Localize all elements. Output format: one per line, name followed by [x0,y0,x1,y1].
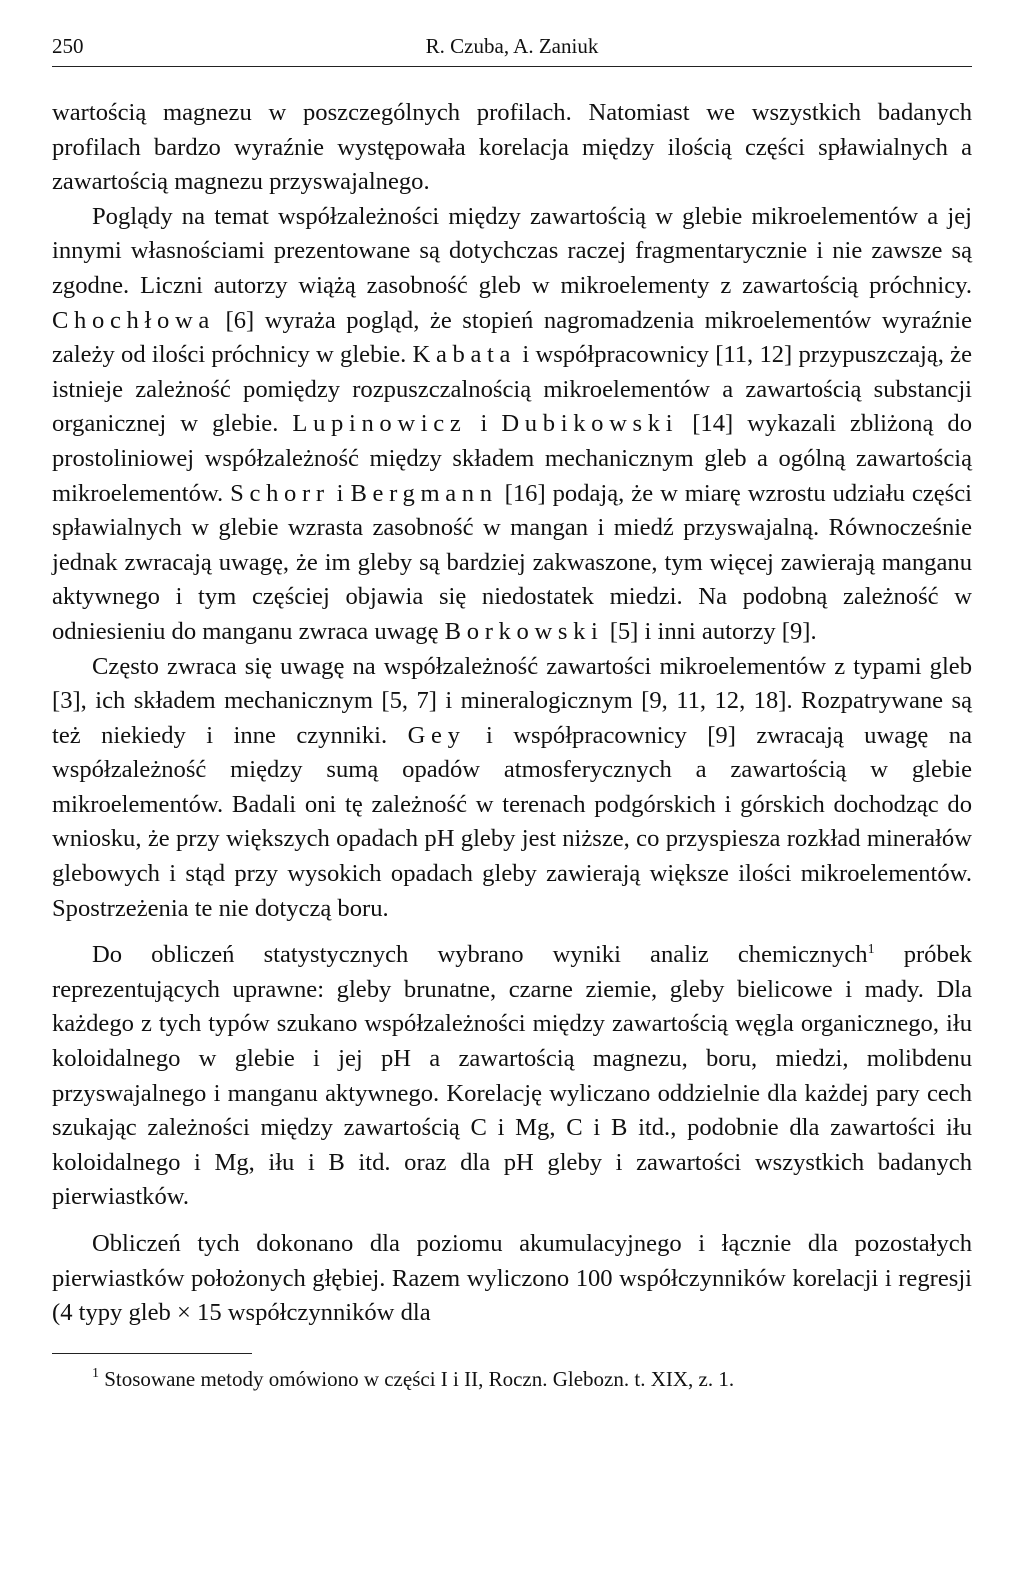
text-segment: Często zwraca się uwagę na współzależność zawartości mikroelementów z typami gleb [3], ich składem mechanicznym [5, 7] i mineralogicznym [9, 11, 12, 18]. Rozpatrywane są też niekiedy i inne czynniki. [52,652,972,749]
text-segment: [14] wykazali zbliżoną do prostoliniowej współzależność między składem mechanicznym gleb a ogólną zawartością mikroelementów. [52,410,972,507]
paragraph-gap [52,1215,972,1227]
footnote-reference: 1 [867,942,875,958]
running-head: R. Czuba, A. Zaniuk [425,34,599,58]
header-rule [52,66,972,67]
author-name: Chochłowa [52,306,215,334]
text-segment: i [466,410,502,438]
footnote-rule [52,1353,252,1354]
author-name: Bergmann [350,479,498,507]
paragraph-2 [52,200,972,650]
text-segment: [5] i inni autorzy [9]. [603,617,817,645]
paragraph-4 [52,938,972,1215]
footnote-mark: 1 [92,1366,99,1381]
footnote [92,1367,734,1392]
text-segment: i współpracownicy [11, 12] przypuszczają, że istnieje zależność pomiędzy rozpuszczalnością mikroelementów a zawartością substancji organicznej w glebie. [52,341,973,438]
text-segment: [6] wyraża pogląd, że stopień nagromadzenia mikroelementów wyraźnie zależy od ilości próchnicy w glebie. [52,306,972,369]
author-name: Borkowski [444,617,604,645]
page-header [52,30,972,64]
text-segment: Do obliczeń statystycznych wybrano wyniki analiz chemicznych [92,941,868,969]
text-segment: Poglądy na temat współzależności między zawartością w glebie mikroelementów a jej innymi własnościami prezentowane są dotychczas raczej fragmentarycznie i nie zawsze są zgodne. Liczni autorzy wiążą zasobność gleb w mikroelementy z zawartością próchnicy. [52,202,972,299]
paragraph-gap [52,926,972,938]
paragraph-1: wartością magnezu w poszczególnych profilach. Natomiast we wszystkich badanych profilach bardzo wyraźnie występowała korelacja między ilością części spławialnych a zawartością magnezu przyswajalnego. [52,99,972,196]
author-name: Lupinowicz [292,410,467,438]
author-name: Kabata [412,341,517,369]
page-number: 250 [52,34,84,58]
author-name: Gey [407,721,466,749]
text-segment: próbek reprezentujących uprawne: gleby brunatne, czarne ziemie, gleby bielicowe i mady. Dla każdego z tych typów szukano współzależności między zawartością węgla organicznego, iłu koloidalnego w glebie i jej pH a zawartością magnezu, boru, miedzi, molibdenu przyswajalnego i manganu aktywnego. Korelację wyliczano oddzielnie dla każdej pary cech szukając zależności między zawartością C i Mg, C i B itd., podobnie dla zawartości iłu koloidalnego i Mg, iłu i B itd. oraz dla pH gleby i zawartości wszystkich badanych pierwiastków. [52,941,972,1211]
body-text [52,96,972,1331]
text-segment: [16] podają, że w miarę wzrostu udziału części spławialnych w glebie wzrasta zasobność w mangan i miedź przyswajalną. Równocześnie jednak zwracają uwagę, że im gleby są bardziej zakwaszone, tym więcej zawierają manganu aktywnego i tym częściej objawia się niedostatek miedzi. Na podobną zależność w odniesieniu do manganu zwraca uwagę [52,479,973,645]
text-segment: i [329,479,351,507]
author-name: Dubikowski [501,410,679,438]
paragraph-5: Obliczeń tych dokonano dla poziomu akumulacyjnego i łącznie dla pozostałych pierwiastków położonych głębiej. Razem wyliczono 100 współczynników korelacji i regresji (4 typy gleb × 15 współczynników dla [52,1230,972,1327]
paragraph-3 [52,650,972,927]
text-segment: i współpracownicy [9] zwracają uwagę na współzależność między sumą opadów atmosferycznych a zawartością w glebie mikroelementów. Badali oni tę zależność w terenach podgórskich i górskich dochodząc do wniosku, że przy większych opadach pH gleby jest niższe, co przyspiesza rozkład minerałów glebowych i stąd przy wysokich opadach gleby zawierają większe ilości mikroelementów. Spostrzeżenia te nie dotyczą boru. [52,721,973,922]
footnote-text: Stosowane metody omówiono w części I i II, Roczn. Glebozn. t. XIX, z. 1. [99,1367,735,1391]
author-name: Schorr [230,479,330,507]
